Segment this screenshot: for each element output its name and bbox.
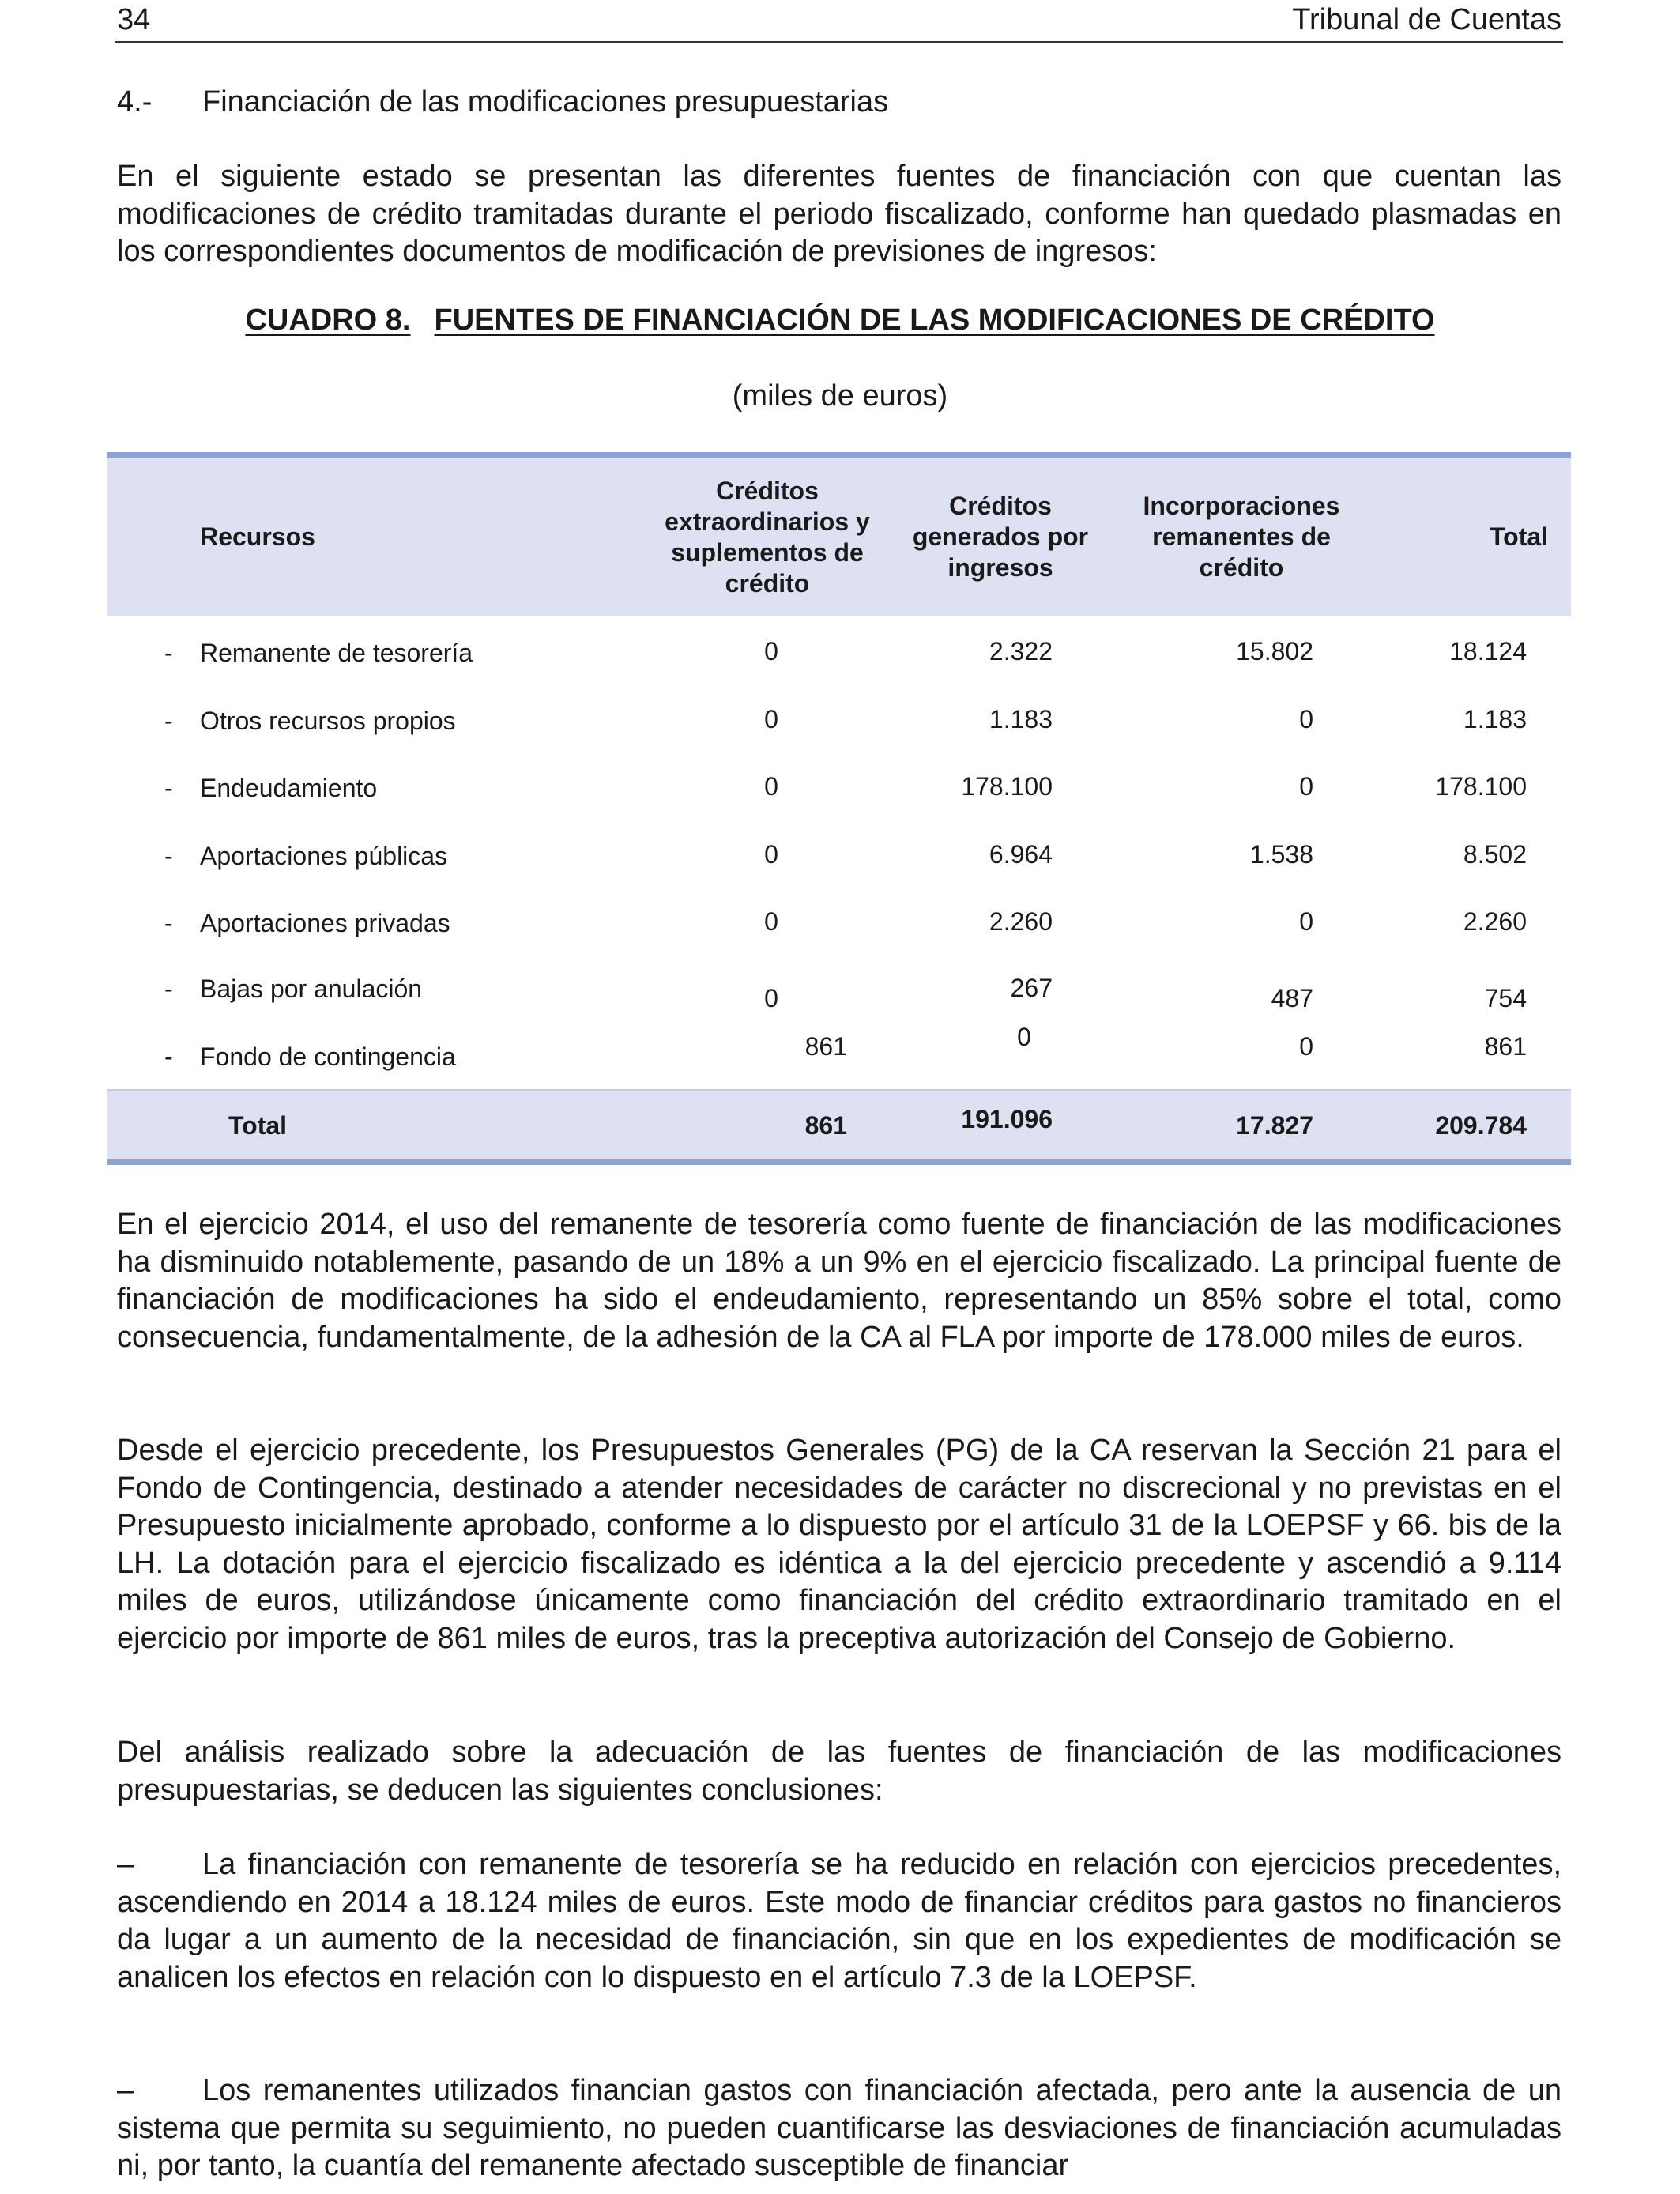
row-marker: - [164,974,173,1003]
cell-extraordinarios: 0 [764,705,778,733]
cell-total: 8.502 [1463,840,1527,869]
cell-extraordinarios: 0 [764,772,778,801]
section-number: 4.- [117,85,153,119]
row-marker: - [164,909,173,937]
cell-generados: 0 [1017,1023,1031,1051]
cell-extraordinarios: 0 [764,907,778,936]
section-title: Financiación de las modificaciones presupuestarias [202,85,889,119]
page-header [115,0,1563,43]
conclusion-item [117,1846,1561,1996]
cell-generados: 178.100 [961,772,1053,801]
header-incorporaciones: Incorporaciones remanentes de crédito [1143,492,1340,582]
row-marker: - [164,1042,173,1071]
cell-total: 178.100 [1435,772,1527,801]
cell-incorporaciones: 0 [1299,705,1313,733]
total-generados: 191.096 [961,1105,1053,1133]
conclusion-text: Los remanentes utilizados financian gastos con financiación afectada, pero ante la ausencia de un sistema que permita su seguimiento, no pueden cuantificarse las desviaciones de financiación acumuladas ni, por tanto, la cuantía del remanente afectado susceptible de financiar [117,2074,1561,2182]
row-label: Otros recursos propios [200,707,456,735]
paragraph: Desde el ejercicio precedente, los Presupuestos Generales (PG) de la CA reservan la Sección 21 para el Fondo de Contingencia, destinado a atender necesidades de carácter no discrecional y no previstas en el Presupuesto inicialmente aprobado, conforme a lo dispuesto por el artículo 31 de la LOEPSF y 66. bis de la LH. La dotación para el ejercicio fiscalizado es idéntica a la del ejercicio precedente y ascendió a 9.114 miles de euros, utilizándose únicamente como financiación del crédito extraordinario tramitado en el ejercicio por importe de 861 miles de euros, tras la preceptiva autorización del Consejo de Gobierno. [117,1434,1561,1655]
total-label: Total [228,1111,288,1140]
row-label: Fondo de contingencia [200,1042,456,1071]
cell-incorporaciones: 487 [1271,984,1313,1012]
cell-total: 1.183 [1463,705,1527,733]
cell-extraordinarios: 0 [764,637,778,665]
conclusion-text: La financiación con remanente de tesorería se ha reducido en relación con ejercicios precedentes, ascendiendo en 2014 a 18.124 miles de euros. Este modo de financiar créditos para gastos no financieros da lugar a un aumento de la necesidad de financiación, sin que en los expedientes de modificación se analicen los efectos en relación con lo dispuesto en el artículo 7.3 de la LOEPSF. [117,1848,1561,1994]
running-header-title: Tribunal de Cuentas [1292,3,1561,36]
table-units: (miles de euros) [732,379,948,413]
section-heading [117,85,888,119]
cell-total: 2.260 [1463,907,1527,936]
row-label: Aportaciones públicas [200,842,448,870]
table-title-text: FUENTES DE FINANCIACIÓN DE LAS MODIFICACIONES DE CRÉDITO [434,303,1435,337]
row-label: Aportaciones privadas [200,909,450,937]
row-label: Remanente de tesorería [200,639,473,667]
row-marker: - [164,842,173,870]
cell-generados: 267 [1010,974,1053,1002]
intro-paragraph: En el siguiente estado se presentan las diferentes fuentes de financiación con que cuentan las modificaciones de crédito tramitadas durante el periodo fiscalizado, conforme han quedado plasmadas en los correspondientes documentos de modificación de previsiones de ingresos: [117,160,1561,268]
conclusion-marker: – [117,2074,134,2107]
header-recursos: Recursos [200,522,315,551]
header-generados: Créditos generados por ingresos [912,492,1089,582]
table-total-row [107,1089,1571,1165]
cell-generados: 6.964 [989,840,1053,869]
cell-incorporaciones: 0 [1299,772,1313,801]
row-label: Bajas por anulación [200,974,423,1003]
cell-extraordinarios: 0 [764,840,778,869]
paragraph: En el ejercicio 2014, el uso del remanente de tesorería como fuente de financiación de las modificaciones ha disminuido notablemente, pasando de un 18% a un 9% en el ejercicio fiscalizado. La principal fuente de financiación de modificaciones ha sido el endeudamiento, representando un 85% sobre el total, como consecuencia, fundamentalmente, de la adhesión de la CA al FLA por importe de 178.000 miles de euros. [117,1208,1561,1354]
table-title [0,303,1680,337]
cell-extraordinarios: 861 [804,1032,847,1061]
cell-extraordinarios: 0 [764,984,778,1012]
cell-incorporaciones: 0 [1299,907,1313,936]
row-marker: - [164,774,173,802]
row-marker: - [164,639,173,667]
total-incorporaciones: 17.827 [1236,1111,1313,1140]
row-marker: - [164,707,173,735]
table-header-row [107,452,1571,616]
cell-total: 18.124 [1449,637,1527,665]
row-label: Endeudamiento [200,774,378,802]
cell-generados: 2.260 [989,907,1053,936]
total-extraordinarios: 861 [804,1111,847,1140]
header-total: Total [1489,522,1549,551]
header-extraordinarios: Créditos extraordinarios y suplementos de crédito [665,476,870,598]
cell-incorporaciones: 0 [1299,1032,1313,1061]
cell-total: 861 [1484,1032,1527,1061]
paragraph: Del análisis realizado sobre la adecuación de las fuentes de financiación de las modificaciones presupuestarias, se deducen las siguientes conclusiones: [117,1736,1561,1807]
cell-incorporaciones: 15.802 [1236,637,1313,665]
cell-total: 754 [1484,984,1527,1012]
total-total: 209.784 [1435,1111,1527,1140]
cell-generados: 2.322 [989,637,1053,665]
cell-generados: 1.183 [989,705,1053,733]
conclusion-item [117,2072,1561,2185]
page-number: 34 [117,3,151,36]
conclusion-marker: – [117,1848,134,1881]
cell-incorporaciones: 1.538 [1249,840,1313,869]
table-title-label: CUADRO 8. [245,303,411,337]
